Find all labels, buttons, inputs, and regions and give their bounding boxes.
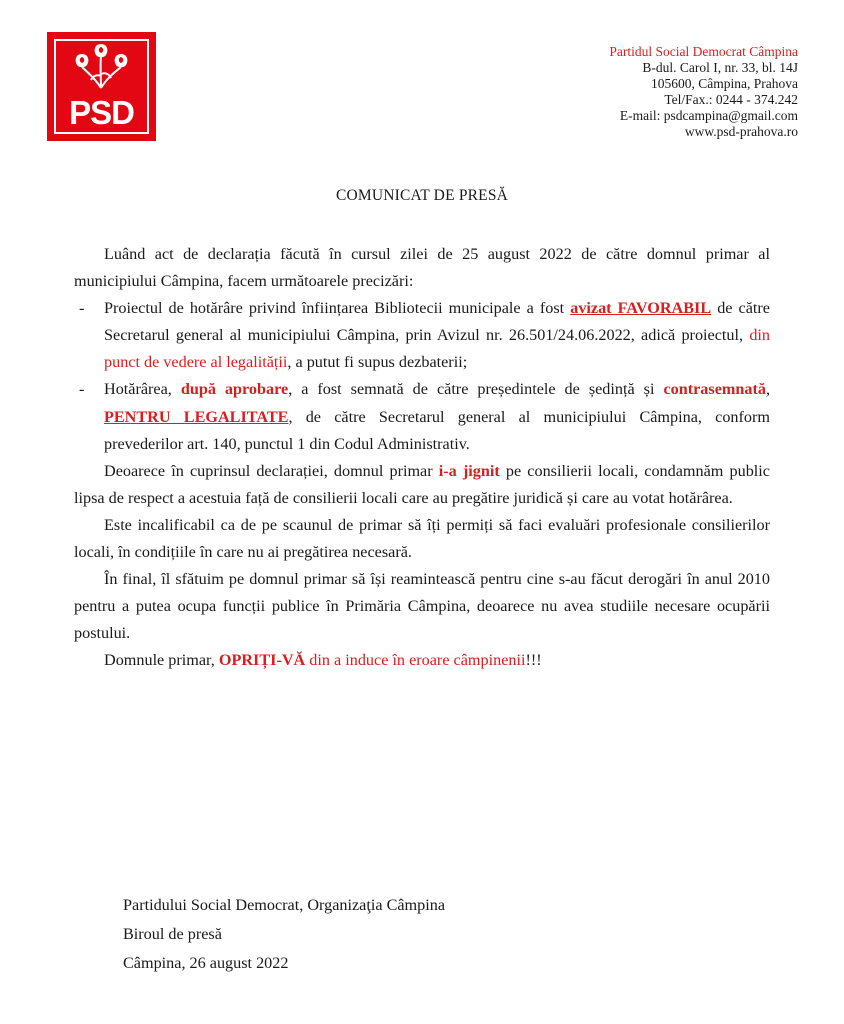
bullet-item-2: [74, 376, 770, 457]
text-span: ,: [765, 380, 770, 399]
text-span: Hotărârea,: [104, 380, 181, 399]
text-span: Domnule primar,: [104, 651, 219, 670]
text-span: , a fost semnată de către președintele de ședință și: [288, 380, 664, 399]
highlight-dupa-aprobare: după aprobare: [180, 380, 289, 399]
highlight-induce-eroare: din a induce în eroare câmpinenii: [305, 651, 526, 670]
letterhead: [609, 44, 798, 140]
highlight-opriti-va: OPRIȚI-VĂ: [218, 651, 306, 670]
paragraph-2: [74, 458, 770, 512]
highlight-i-a-jignit: i-a jignit: [438, 461, 500, 480]
highlight-pentru-legalitate: PENTRU LEGALITATE: [104, 407, 289, 426]
letterhead-email: E-mail: psdcampina@gmail.com: [619, 108, 798, 123]
text-span: pe consilierii locali, condamnăm public lipsa de respect a acestuia față de consilierii locali care au pregătire juridică și care au votat hotărârea.: [74, 461, 770, 507]
closing-date: Câmpina, 26 august 2022: [123, 954, 289, 972]
paragraph-3: Este incalificabil ca de pe scaunul de primar să îți permiți să faci evaluări profesionale consilierilor locali, în condițiile în care nu ai pregătirea necesară.: [74, 515, 770, 562]
closing-signature: [123, 891, 445, 978]
logo-text: PSD: [69, 94, 134, 131]
letterhead-org: Partidul Social Democrat Câmpina: [609, 44, 798, 59]
letterhead-address-1: B-dul. Carol I, nr. 33, bl. 14J: [642, 60, 798, 75]
text-span: de către Secretarul general al municipiului Câmpina, prin Avizul nr. 26.501/24.06.2022, adică proiectul,: [104, 299, 770, 345]
document-title: COMUNICAT DE PRESĂ: [335, 187, 509, 204]
letterhead-web: www.psd-prahova.ro: [684, 124, 798, 139]
paragraph-5: [74, 647, 770, 674]
bullet-dash: -: [79, 299, 85, 318]
bullet-dash: -: [79, 380, 85, 399]
closing-org: Partidului Social Democrat, Organizaţia Câmpina: [123, 896, 446, 914]
text-span: Deoarece în cuprinsul declarației, domnul primar: [104, 461, 439, 480]
letterhead-phone: Tel/Fax.: 0244 - 374.242: [664, 92, 798, 107]
bullet-item-1: [74, 295, 770, 376]
text-span: , a putut fi supus dezbaterii;: [287, 353, 468, 372]
document-body: [74, 241, 770, 675]
psd-logo: [47, 32, 156, 141]
highlight-legalitate: din punct de vedere al legalității: [104, 326, 770, 372]
text-span: Proiectul de hotărâre privind înființarea Bibliotecii municipale a fost: [104, 299, 571, 318]
letterhead-address-2: 105600, Câmpina, Prahova: [651, 76, 798, 91]
intro-paragraph: Luând act de declarația făcută în cursul zilei de 25 august 2022 de către domnul primar al municipiului Câmpina, facem următoarele precizări:: [74, 245, 770, 291]
highlight-contrasemnata: contrasemnată: [663, 380, 766, 399]
highlight-avizat-favorabil: avizat FAVORABIL: [570, 299, 712, 318]
paragraph-4: În final, îl sfătuim pe domnul primar să își reamintească pentru cine s-au făcut derogări în anul 2010 pentru a putea ocupa funcții publice în Primăria Câmpina, deoarece nu avea studiile necesare ocupării postului.: [74, 570, 770, 643]
text-span: !!!: [525, 651, 542, 670]
text-span: , de către Secretarul general al municipiului Câmpina, conform prevederilor art. 140, punctul 1 din Codul Administrativ.: [104, 407, 770, 453]
closing-office: Biroul de presă: [123, 925, 222, 943]
